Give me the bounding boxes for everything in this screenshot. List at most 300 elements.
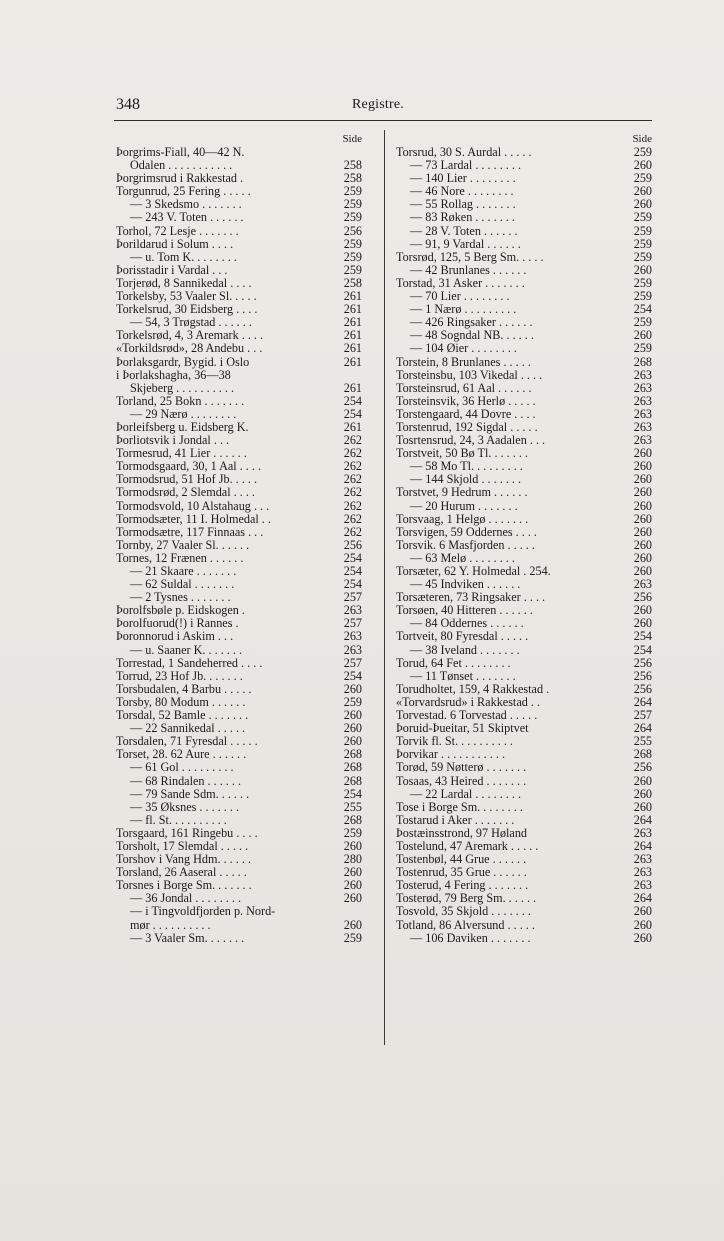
index-entry (116, 225, 362, 238)
index-entry (116, 735, 362, 748)
entry-page: 264 (633, 892, 652, 906)
entry-name: Odalen . . . . . . . . . . . (130, 159, 233, 173)
entry-name: Torvestad. 6 Torvestad . . . . . (396, 709, 538, 723)
index-entry (116, 775, 362, 788)
entry-name: Tostenrud, 35 Grue . . . . . . (396, 866, 527, 880)
entry-name: Torland, 25 Bokn . . . . . . . (116, 394, 245, 408)
side-label: Side (342, 133, 362, 145)
index-entry (396, 316, 652, 329)
index-entry (396, 225, 652, 238)
entry-page: 263 (633, 381, 652, 395)
entry-name: Þorlaksgardr, Bygid. i Oslo (116, 355, 250, 369)
entry-name: — 73 Lardal . . . . . . . . (410, 159, 522, 173)
entry-name: — u. Saaner K. . . . . . . (130, 643, 243, 657)
index-entry (116, 565, 362, 578)
entry-name: — 3 Skedsmo . . . . . . . (130, 198, 242, 212)
index-entry (116, 670, 362, 683)
entry-page: 259 (633, 237, 652, 251)
index-entry (396, 513, 652, 526)
entry-name: Torrud, 23 Hof Jb. . . . . . . (116, 669, 243, 683)
index-entry (116, 840, 362, 853)
index-entry (396, 277, 652, 290)
index-entry (116, 382, 362, 395)
entry-name: Tormodsrød, 2 Slemdal . . . . (116, 486, 255, 500)
index-entry (116, 526, 362, 539)
entry-page: 264 (633, 813, 652, 827)
index-entry (396, 709, 652, 722)
index-entry (396, 342, 652, 355)
index-entry (116, 172, 362, 185)
entry-page: 263 (633, 394, 652, 408)
entry-name: Torrestad, 1 Sandeherred . . . . (116, 656, 263, 670)
index-entry (396, 238, 652, 251)
entry-page: 256 (633, 761, 652, 775)
index-entry (116, 434, 362, 447)
entry-page: 260 (633, 538, 652, 552)
page-header (116, 96, 646, 116)
entry-page: 260 (343, 722, 362, 736)
index-entry (396, 735, 652, 748)
index-entry (396, 866, 652, 879)
entry-page: 263 (633, 866, 652, 880)
entry-page: 260 (633, 473, 652, 487)
entry-page: 260 (633, 460, 652, 474)
entry-name: — 21 Skaare . . . . . . . (130, 565, 237, 578)
index-entry (396, 683, 652, 696)
entry-page: 262 (343, 512, 362, 526)
entry-page: 260 (633, 774, 652, 788)
entry-page: 263 (343, 604, 362, 618)
entry-name: Tostelund, 47 Aremark . . . . . (396, 839, 539, 853)
entry-page: 261 (343, 329, 362, 343)
index-entry (116, 748, 362, 761)
entry-name: Þorliotsvik i Jondal . . . (116, 434, 230, 448)
index-entry (116, 761, 362, 774)
index-entry (116, 198, 362, 211)
entry-name: Torjerød, 8 Sannikedal . . . . (116, 276, 252, 290)
entry-page: 262 (343, 499, 362, 513)
entry-name: Þorgrims-Fiall, 40—42 N. (116, 146, 245, 159)
entry-name: Tormodsvold, 10 Alstahaug . . . (116, 499, 270, 513)
index-entry (116, 211, 362, 224)
index-entry (396, 290, 652, 303)
entry-page: 261 (343, 303, 362, 317)
entry-page: 260 (633, 918, 652, 932)
entry-page: 261 (343, 342, 362, 356)
entry-name: Tosterød, 79 Berg Sm. . . . . . (396, 892, 537, 906)
index-entry (396, 932, 652, 945)
index-entry (116, 696, 362, 709)
entry-name: — 54, 3 Trøgstad . . . . . . (130, 316, 252, 330)
entry-page: 259 (343, 263, 362, 277)
entry-page: 260 (633, 787, 652, 801)
index-entry (116, 919, 362, 932)
entry-page: 280 (343, 853, 362, 867)
entry-page: 259 (343, 931, 362, 945)
entry-name: Þorgrimsrud i Rakkestad . (116, 172, 244, 186)
index-entry (396, 251, 652, 264)
entry-name: Torhol, 72 Lesje . . . . . . . (116, 224, 239, 238)
entry-page: 259 (633, 172, 652, 186)
entry-name: — 62 Suldal . . . . . . . (130, 578, 235, 592)
entry-name: — 35 Øksnes . . . . . . . (130, 800, 240, 814)
index-entry (116, 342, 362, 355)
index-entry (116, 683, 362, 696)
entry-page: 260 (633, 565, 652, 578)
index-entry (396, 434, 652, 447)
index-entry (116, 709, 362, 722)
entry-name: Torgunrud, 25 Fering . . . . . (116, 185, 251, 199)
entry-page: 254 (633, 643, 652, 657)
column-divider (384, 130, 385, 1045)
entry-name: Torkelsrud, 30 Eidsberg . . . . (116, 303, 258, 317)
index-entry (116, 486, 362, 499)
entry-name: — 63 Melø . . . . . . . . (410, 551, 515, 565)
entry-page: 261 (343, 381, 362, 395)
entry-name: «Torvardsrud» i Rakkestad . . (396, 695, 541, 709)
entry-name: Torsteinsvik, 36 Herlø . . . . . (396, 394, 536, 408)
entry-name: Tostarud i Aker . . . . . . . (396, 813, 515, 827)
index-entry (116, 303, 362, 316)
entry-page: 263 (633, 879, 652, 893)
entry-name: Tormodsgaard, 30, 1 Aal . . . . (116, 460, 262, 474)
entry-name: — 36 Jondal . . . . . . . . (130, 892, 242, 906)
entry-name: — 22 Sannikedal . . . . . (130, 722, 246, 736)
entry-name: — 2 Tysnes . . . . . . . (130, 591, 231, 605)
index-entry (116, 892, 362, 905)
index-entry (396, 408, 652, 421)
entry-name: — 29 Nærø . . . . . . . . (130, 407, 237, 421)
entry-page: 256 (633, 669, 652, 683)
entry-name: Tosrtensrud, 24, 3 Aadalen . . . (396, 434, 546, 448)
index-entry (116, 238, 362, 251)
entry-name: Tose i Borge Sm. . . . . . . . (396, 800, 523, 814)
entry-page: 263 (633, 853, 652, 867)
index-entry (396, 604, 652, 617)
entry-name: Tosvold, 35 Skjold . . . . . . . (396, 905, 531, 919)
index-entry (396, 500, 652, 513)
index-entry (396, 395, 652, 408)
index-entry (116, 290, 362, 303)
entry-name: — 55 Rollag . . . . . . . (410, 198, 516, 212)
left-entries (116, 146, 362, 945)
index-entry (116, 905, 362, 918)
index-entry (396, 761, 652, 774)
entry-name: Tortveit, 80 Fyresdal . . . . . (396, 630, 529, 644)
index-entry (396, 801, 652, 814)
entry-page: 259 (633, 290, 652, 304)
entry-name: Torstenrud, 192 Sigdal . . . . . (396, 420, 538, 434)
entry-page: 259 (633, 224, 652, 238)
index-entry (116, 369, 362, 382)
entry-page: 264 (633, 695, 652, 709)
index-entry (396, 486, 652, 499)
index-entry (116, 617, 362, 630)
entry-name: Torsæter, 62 Y. Holmedal . 254. (396, 565, 551, 578)
index-entry (116, 604, 362, 617)
index-entry (116, 539, 362, 552)
index-entry (116, 277, 362, 290)
entry-name: Þorildarud i Solum . . . . (116, 237, 234, 251)
entry-name: — 79 Sande Sdm. . . . . . (130, 787, 250, 801)
entry-page: 259 (633, 342, 652, 356)
entry-page: 262 (343, 460, 362, 474)
entry-name: — 38 Iveland . . . . . . . (410, 643, 520, 657)
entry-page: 260 (343, 839, 362, 853)
index-entry (396, 473, 652, 486)
entry-page: 259 (343, 695, 362, 709)
entry-page: 260 (633, 800, 652, 814)
index-entry (116, 722, 362, 735)
index-entry (396, 644, 652, 657)
index-entry (116, 264, 362, 277)
entry-page: 259 (343, 198, 362, 212)
entry-page: 261 (343, 290, 362, 304)
entry-name: Torsrød, 125, 5 Berg Sm. . . . . (396, 250, 544, 264)
index-entry (116, 578, 362, 591)
entry-page: 260 (343, 709, 362, 723)
index-entry (116, 644, 362, 657)
index-entry (396, 303, 652, 316)
index-entry (116, 460, 362, 473)
index-entry (116, 146, 362, 159)
entry-name: — 104 Øier . . . . . . . . (410, 342, 517, 356)
entry-name: Torsvaag, 1 Helgø . . . . . . . (396, 512, 529, 526)
index-entry (396, 670, 652, 683)
index-entry (116, 866, 362, 879)
index-entry (116, 251, 362, 264)
entry-name: mør . . . . . . . . . . (130, 918, 211, 932)
entry-name: — i Tingvoldfjorden p. Nord- (130, 905, 276, 919)
right-entries (396, 146, 652, 945)
side-label: Side (632, 133, 652, 145)
entry-page: 260 (343, 866, 362, 880)
entry-name: Þoronnorud i Askim . . . (116, 630, 234, 644)
entry-name: Torsvik. 6 Masfjorden . . . . . (396, 538, 535, 552)
entry-name: Torstveit, 50 Bø Tl. . . . . . . (396, 447, 528, 461)
entry-name: — 68 Rindalen . . . . . . (130, 774, 242, 788)
entry-name: Torud, 64 Fet . . . . . . . . (396, 656, 511, 670)
entry-page: 260 (633, 499, 652, 513)
entry-page: 258 (343, 159, 362, 173)
entry-page: 256 (343, 538, 362, 552)
entry-page: 260 (633, 551, 652, 565)
index-entry (116, 513, 362, 526)
index-entry (396, 172, 652, 185)
entry-name: — 1 Nærø . . . . . . . . . (410, 303, 517, 317)
entry-name: Totland, 86 Alversund . . . . . (396, 918, 535, 932)
entry-name: — 11 Tønset . . . . . . . (410, 669, 516, 683)
index-entry (116, 395, 362, 408)
entry-page: 260 (633, 486, 652, 500)
index-entry (396, 526, 652, 539)
entry-name: Torsøen, 40 Hitteren . . . . . . (396, 604, 533, 618)
entry-page: 255 (343, 800, 362, 814)
entry-name: Torudholtet, 159, 4 Rakkestad . (396, 682, 550, 696)
entry-page: 268 (343, 748, 362, 762)
entry-name: Tostenbøl, 44 Grue . . . . . . (396, 853, 527, 867)
entry-page: 263 (343, 630, 362, 644)
entry-name: Þostæinsstrond, 97 Høland (396, 826, 528, 840)
entry-name: Torstvet, 9 Hedrum . . . . . . (396, 486, 528, 500)
entry-page: 263 (633, 420, 652, 434)
entry-name: Tormodsæter, 11 I. Holmedal . . (116, 512, 271, 526)
entry-name: — 20 Hurum . . . . . . . (410, 499, 518, 513)
entry-page: 254 (343, 551, 362, 565)
entry-name: «Torkildsrød», 28 Andebu . . . (116, 342, 263, 356)
index-entry (396, 382, 652, 395)
index-entry (396, 421, 652, 434)
entry-name: Þoruid-Þueitar, 51 Skiptvet (396, 722, 529, 736)
entry-name: Torsteinsrud, 61 Aal . . . . . . (396, 381, 532, 395)
index-entry (116, 421, 362, 434)
entry-name: Tormodsætre, 117 Finnaas . . . (116, 525, 264, 539)
index-entry (116, 356, 362, 369)
index-entry (396, 905, 652, 918)
entry-page: 254 (633, 303, 652, 317)
index-entry (116, 630, 362, 643)
entry-page: 263 (633, 826, 652, 840)
index-entry (396, 775, 652, 788)
entry-name: Þorvikar . . . . . . . . . . . (396, 748, 506, 762)
entry-page: 257 (343, 617, 362, 631)
entry-page: 260 (633, 512, 652, 526)
entry-name: Tosterud, 4 Fering . . . . . . . (396, 879, 529, 893)
entry-page: 260 (633, 617, 652, 631)
entry-name: Torstein, 8 Brunlanes . . . . . (396, 355, 531, 369)
entry-name: — 91, 9 Vardal . . . . . . (410, 237, 521, 251)
entry-name: Torsgaard, 161 Ringebu . . . . (116, 826, 258, 840)
index-entry (396, 657, 652, 670)
entry-name: i Þorlakshagha, 36—38 (116, 368, 231, 382)
index-entry (396, 159, 652, 172)
entry-page: 254 (343, 394, 362, 408)
entry-page: 260 (343, 879, 362, 893)
entry-page: 259 (343, 237, 362, 251)
entry-page: 260 (633, 185, 652, 199)
index-entry (396, 356, 652, 369)
entry-name: Torset, 28. 62 Aure . . . . . . (116, 748, 247, 762)
index-entry (396, 879, 652, 892)
entry-name: — 106 Daviken . . . . . . . (410, 931, 531, 945)
entry-name: — 70 Lier . . . . . . . . (410, 290, 510, 304)
index-entry (396, 853, 652, 866)
entry-name: Þorleifsberg u. Eidsberg K. (116, 420, 249, 434)
entry-page: 254 (343, 669, 362, 683)
entry-name: Torsland, 26 Aaseral . . . . . (116, 866, 247, 880)
index-entry (396, 840, 652, 853)
entry-name: Tornby, 27 Vaaler Sl. . . . . . (116, 538, 250, 552)
entry-page: 263 (633, 368, 652, 382)
entry-page: 256 (343, 224, 362, 238)
index-entry (396, 722, 652, 735)
entry-name: — 140 Lier . . . . . . . . (410, 172, 516, 186)
right-column (396, 132, 652, 945)
index-entry (396, 827, 652, 840)
entry-page: 261 (343, 420, 362, 434)
index-entry (116, 801, 362, 814)
entry-page: 261 (343, 355, 362, 369)
index-entry (396, 264, 652, 277)
entry-page: 257 (633, 709, 652, 723)
index-entry (116, 552, 362, 565)
entry-page: 259 (633, 211, 652, 225)
entry-page: 257 (343, 656, 362, 670)
entry-page: 268 (343, 774, 362, 788)
index-entry (116, 932, 362, 945)
entry-name: Skjeberg . . . . . . . . . . (130, 381, 235, 395)
entry-name: Torsby, 80 Modum . . . . . . (116, 695, 246, 709)
entry-name: Torshov i Vang Hdm. . . . . . (116, 853, 252, 867)
index-entry (116, 657, 362, 670)
entry-page: 260 (633, 905, 652, 919)
index-entry (396, 630, 652, 643)
entry-page: 260 (633, 198, 652, 212)
entry-name: Tosaas, 43 Heired . . . . . . . (396, 774, 527, 788)
page-number: 348 (116, 96, 140, 113)
index-entry (116, 473, 362, 486)
entry-name: — 61 Gol . . . . . . . . . (130, 761, 234, 775)
entry-page: 256 (633, 591, 652, 605)
entry-page: 260 (633, 263, 652, 277)
entry-name: — 48 Sogndal NB. . . . . . (410, 329, 534, 343)
index-entry (396, 185, 652, 198)
entry-page: 254 (343, 578, 362, 592)
entry-page: 259 (633, 250, 652, 264)
entry-page: 255 (633, 735, 652, 749)
index-entry (116, 500, 362, 513)
entry-page: 259 (633, 276, 652, 290)
entry-name: Torsvigen, 59 Oddernes . . . . (396, 525, 537, 539)
index-entry (116, 788, 362, 801)
entry-page: 259 (343, 826, 362, 840)
index-entry (396, 578, 652, 591)
entry-name: Tornes, 12 Frænen . . . . . . (116, 551, 244, 565)
entry-page: 256 (633, 656, 652, 670)
entry-page: 260 (633, 525, 652, 539)
entry-page: 260 (343, 892, 362, 906)
index-entry (396, 565, 652, 578)
entry-name: — 426 Ringsaker . . . . . . (410, 316, 533, 330)
index-entry (116, 316, 362, 329)
entry-name: Tormesrud, 41 Lier . . . . . . (116, 447, 247, 461)
entry-page: 260 (343, 682, 362, 696)
index-entry (396, 748, 652, 761)
index-entry (396, 552, 652, 565)
entry-page: 264 (633, 839, 652, 853)
index-entry (116, 159, 362, 172)
index-entry (396, 814, 652, 827)
index-entry (396, 919, 652, 932)
entry-page: 262 (343, 447, 362, 461)
entry-page: 254 (343, 787, 362, 801)
entry-name: — 45 Indviken . . . . . . (410, 578, 521, 592)
entry-name: — 22 Lardal . . . . . . . . (410, 787, 522, 801)
entry-page: 254 (633, 630, 652, 644)
entry-page: 259 (633, 316, 652, 330)
entry-page: 268 (633, 748, 652, 762)
entry-name: Tormodsrud, 51 Hof Jb. . . . . (116, 473, 257, 487)
index-entry (116, 814, 362, 827)
entry-page: 258 (343, 172, 362, 186)
entry-name: Torkelsrød, 4, 3 Aremark . . . . (116, 329, 264, 343)
entry-page: 262 (343, 473, 362, 487)
entry-name: Torstengaard, 44 Dovre . . . . (396, 407, 536, 421)
index-entry (396, 617, 652, 630)
entry-page: 263 (343, 643, 362, 657)
index-entry (116, 329, 362, 342)
entry-page: 264 (633, 722, 652, 736)
